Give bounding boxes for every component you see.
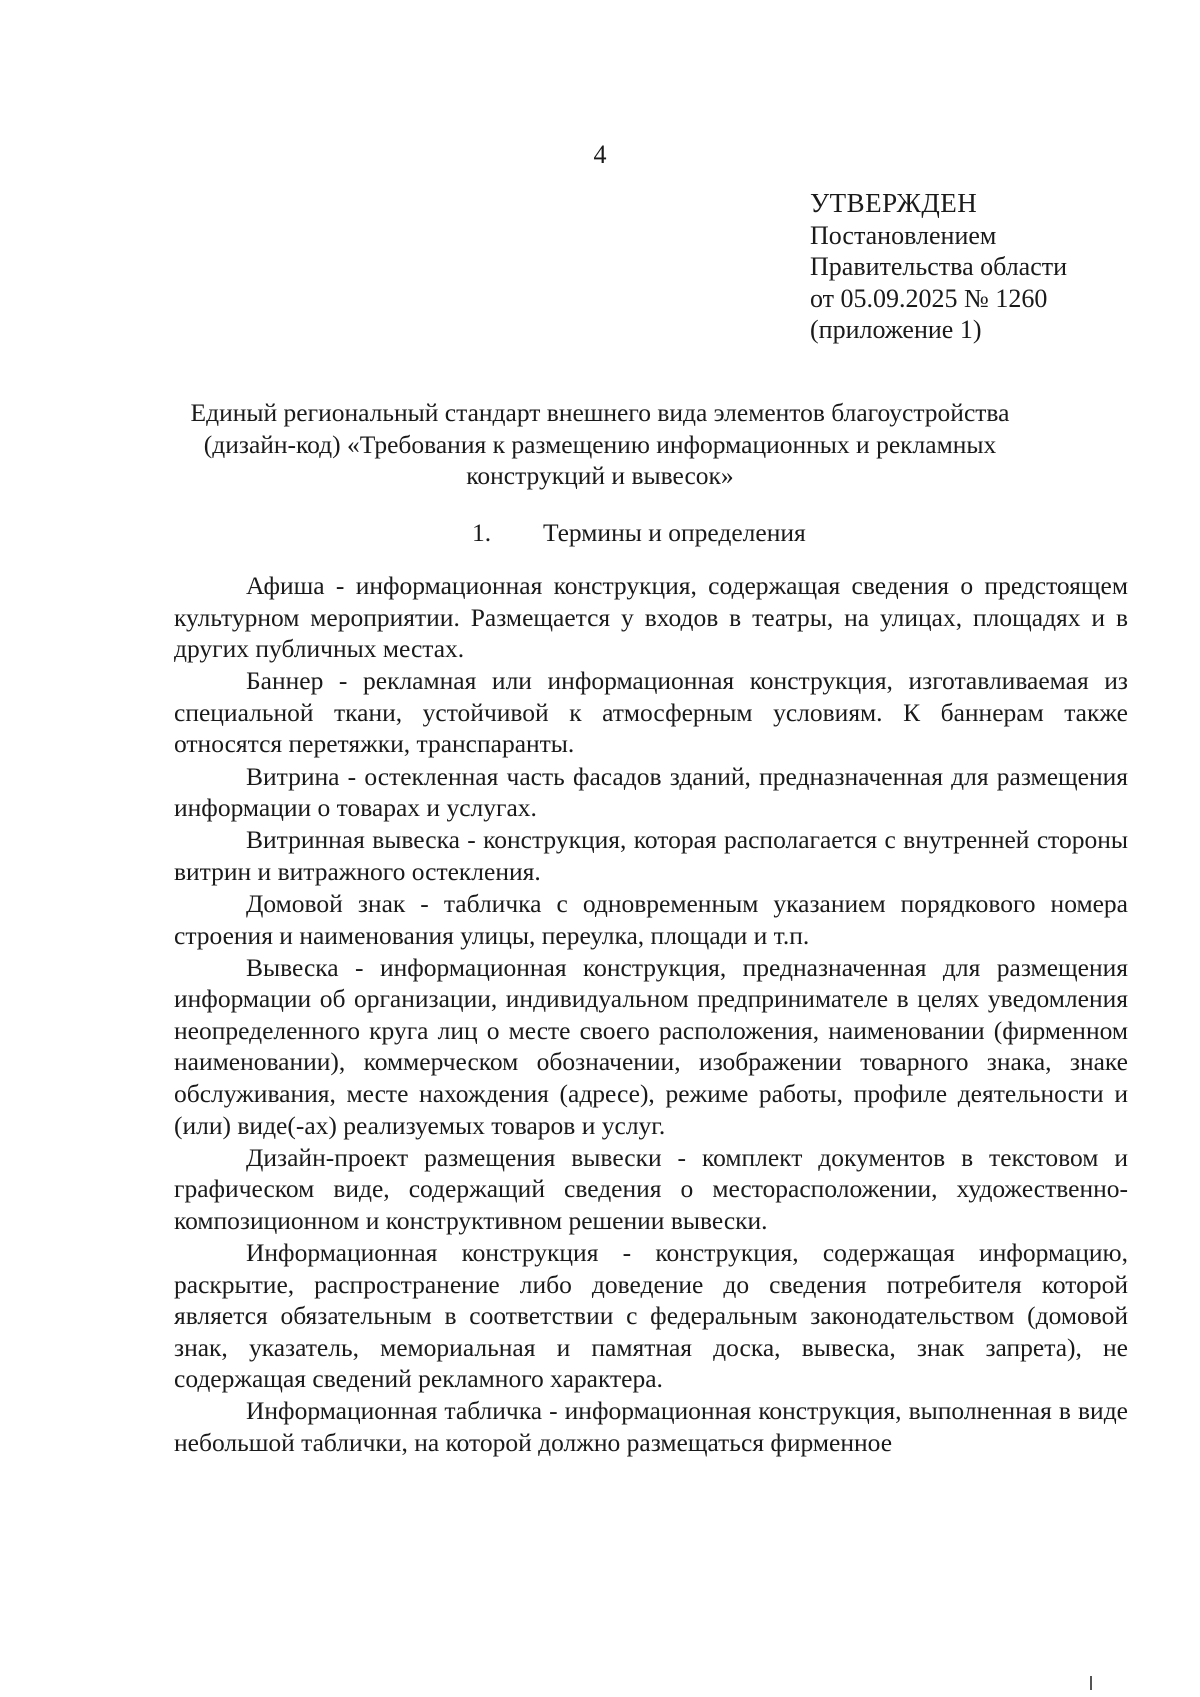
definition-paragraph-informatsionnaya-tablichka: Информационная табличка - информационная конструкция, выполненная в виде небольшой таблички, на которой должно размещаться фирменное — [174, 1396, 1128, 1458]
section-title: Термины и определения — [543, 518, 806, 547]
definition-paragraph-dizayn-proekt: Дизайн-проект размещения вывески - комплект документов в текстовом и графическом виде, содержащий сведения о месторасположении, художественно-композиционном и конструктивном решении вывески. — [174, 1142, 1128, 1235]
approval-line: от 05.09.2025 № 1260 — [810, 283, 1048, 313]
title-line: Единый региональный стандарт внешнего вида элементов благоустройства — [190, 398, 1010, 427]
definition-paragraph-domovoy-znak: Домовой знак - табличка с одновременным указанием порядкового номера строения и наименования улицы, переулка, площади и т.п. — [174, 888, 1128, 950]
page-number: 4 — [593, 140, 607, 169]
definition-paragraph-vitrinnaya-vyveska: Витринная вывеска - конструкция, которая располагается с внутренней стороны витрин и витражного остекления. — [174, 825, 1128, 886]
scan-edge-mark — [1090, 1676, 1092, 1690]
approval-line: Правительства области — [810, 252, 1068, 281]
approval-line: (приложение 1) — [810, 315, 982, 344]
section-number: 1. — [472, 518, 492, 547]
approval-line: Постановлением — [810, 220, 997, 250]
title-line: (дизайн-код) «Требования к размещению информационных и рекламных — [203, 429, 997, 459]
definition-paragraph-informatsionnaya-konstruktsiya: Информационная конструкция - конструкция, содержащая информацию, раскрытие, распространение либо доведение до сведения потребителя которой является обязательным в соответствии с федеральным законодательством (домовой знак, указатель, мемориальная и памятная доска, вывеска, знак запрета), не содержащая сведений рекламного характера. — [174, 1237, 1128, 1394]
definitions-body — [174, 570, 1128, 1459]
approval-heading: УТВЕРЖДЕН — [810, 188, 978, 218]
approval-stamp — [810, 188, 1067, 346]
definition-paragraph-vitrina: Витрина - остекленная часть фасадов зданий, предназначенная для размещения информации о товарах и услугах. — [174, 761, 1128, 823]
definition-paragraph-afisha: Афиша - информационная конструкция, содержащая сведения о предстоящем культурном мероприятии. Размещается у входов в театры, на улицах, площадях и в других публичных местах. — [174, 571, 1128, 664]
document-title — [150, 397, 1050, 492]
definition-paragraph-vyveska: Вывеска - информационная конструкция, предназначенная для размещения информации об организации, индивидуальном предпринимателе в целях уведомления неопределенного круга лиц о месте своего расположения, наименовании (фирменном наименовании), коммерческом обозначении, изображении товарного знака, знаке обслуживания, месте нахождения (адресе), режиме работы, профиле деятельности и (или) виде(-ах) реализуемых товаров и услуг. — [174, 952, 1128, 1140]
title-line: конструкций и вывесок» — [466, 461, 734, 490]
definition-paragraph-banner: Баннер - рекламная или информационная конструкция, изготавливаемая из специальной ткани, устойчивой к атмосферным условиям. К баннерам также относятся перетяжки, транспаранты. — [174, 666, 1128, 759]
